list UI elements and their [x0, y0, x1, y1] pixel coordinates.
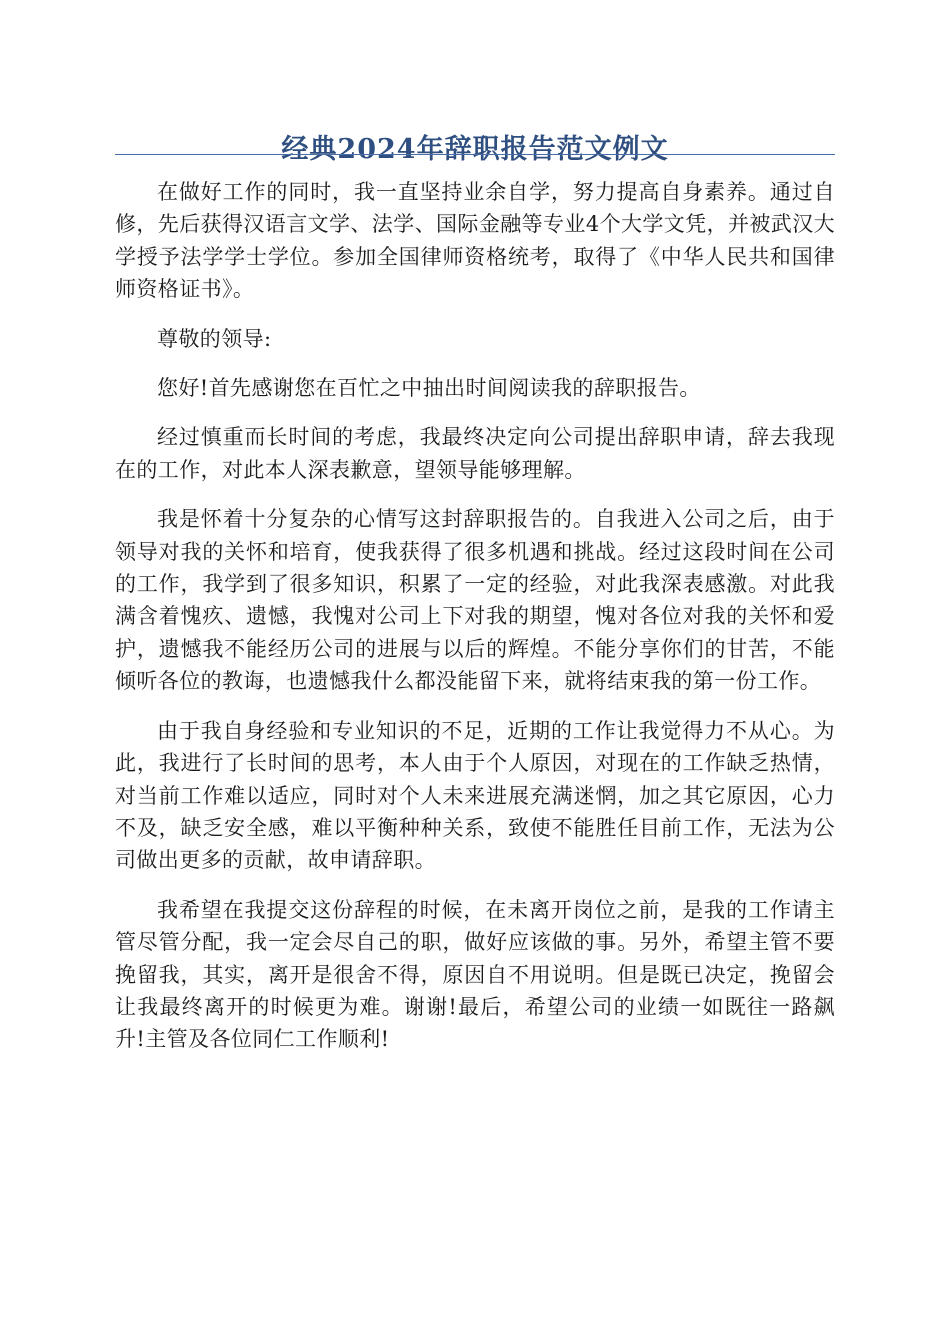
document-body	[115, 176, 835, 1073]
title-underline	[115, 154, 835, 155]
paragraph-feelings: 我是怀着十分复杂的心情写这封辞职报告的。自我进入公司之后，由于领导对我的关怀和培育，使我获得了很多机遇和挑战。经过这段时间在公司的工作，我学到了很多知识，积累了一定的经验，对此我深表感激。对此我满含着愧疚、遗憾，我愧对公司上下对我的期望，愧对各位对我的关怀和爱护，遗憾我不能经历公司的进展与以后的辉煌。不能分享你们的甘苦，不能倾听各位的教诲，也遗憾我什么都没能留下来，就将结束我的第一份工作。	[115, 507, 835, 694]
document-title: 经典2024年辞职报告范文例文	[281, 134, 669, 166]
paragraph-greeting: 您好!首先感谢您在百忙之中抽出时间阅读我的辞职报告。	[157, 376, 701, 401]
paragraph-closing: 我希望在我提交这份辞程的时候，在未离开岗位之前，是我的工作请主管尽管分配，我一定会尽自己的职，做好应该做的事。另外，希望主管不要挽留我，其实，离开是很舍不得，原因自不用说明。但是既已决定，挽留会让我最终离开的时候更为难。谢谢!最后，希望公司的业绩一如既往一路飙升!主管及各位同仁工作顺利!	[115, 897, 835, 1052]
paragraph-salutation: 尊敬的领导:	[157, 326, 272, 351]
paragraph-reasons: 由于我自身经验和专业知识的不足，近期的工作让我觉得力不从心。为此，我进行了长时间的思考，本人由于个人原因，对现在的工作缺乏热情，对当前工作难以适应，同时对个人未来进展充满迷惘，加之其它原因，心力不及，缺乏安全感，难以平衡种种关系，致使不能胜任目前工作，无法为公司做出更多的贡献，故申请辞职。	[115, 718, 835, 873]
paragraph-decision: 经过慎重而长时间的考虑，我最终决定向公司提出辞职申请，辞去我现在的工作，对此本人深表歉意，望领导能够理解。	[115, 425, 835, 482]
paragraph-self-study: 在做好工作的同时，我一直坚持业余自学，努力提高自身素养。通过自修，先后获得汉语言文学、法学、国际金融等专业4个大学文凭，并被武汉大学授予法学学士学位。参加全国律师资格统考，取得了《中华人民共和国律师资格证书》。	[115, 180, 835, 302]
